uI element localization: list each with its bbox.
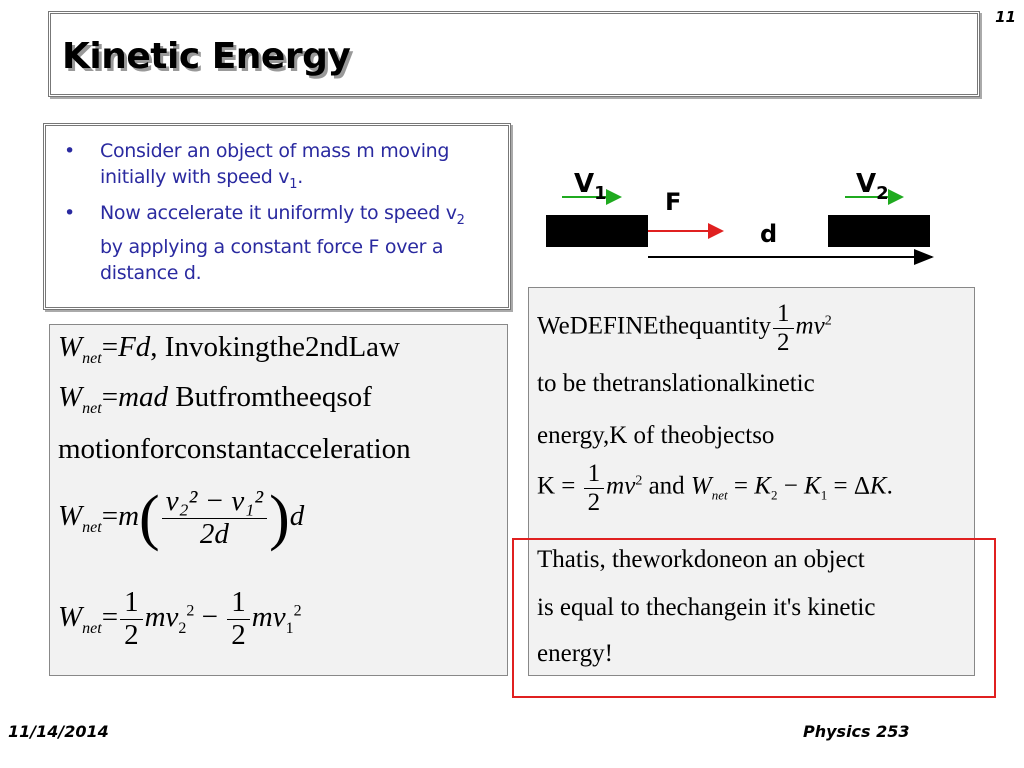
slide-title: Kinetic Energy [62, 36, 351, 77]
bullet-dot-icon: • [64, 201, 75, 224]
highlight-box [512, 538, 996, 698]
footer-date: 11/14/2014 [8, 722, 109, 741]
eq-line-5: $W_{net}=$ $\frac{1}{2}$ $mv_2^2$ − $\frac{1}{2}$ $mv_1^2$ [58, 586, 302, 651]
bullet-item: • Now accelerate it uniformly to speed $v_2$ by applying a constant force F over a distance d. [64, 201, 465, 284]
definition-line-2: to be thetranslationalkinetic [537, 370, 815, 397]
bullet-list [60, 138, 490, 288]
definition-line-3: energy,K of theobjectso [537, 422, 775, 449]
v2-label: $V_2$ [856, 169, 889, 204]
definition-line-1: WeDEFINEthequantity $\frac{1}{2}$ $mv^2$ [537, 300, 832, 356]
definition-line-5: Thatis, theworkdoneon an object [537, 546, 865, 573]
eq-line-1: $W_{net}=Fd$, Invokingthe2ndLaw [58, 331, 400, 367]
bullet-dot-icon: • [64, 140, 75, 162]
footer-course: Physics 253 [803, 722, 910, 741]
force-label: F [665, 188, 682, 216]
definition-line-4: K = $\frac{1}{2}$ $mv^2$ and $W_{net} = K_2 - K_1 = \Delta K$. [537, 460, 893, 516]
velocity-fraction: $\frac{\text{v₂² − v₁²}}{2d}$ [162, 486, 267, 551]
definition-line-6: is equal to thechangein it's kinetic [537, 594, 876, 621]
eq-line-2: $W_{net}=mad$ Butfromtheeqsof [58, 381, 372, 417]
definition-line-7: energy! [537, 640, 613, 667]
bullet-item: • Consider an object of mass m moving initially with speed $v_1$. [64, 140, 450, 192]
slide-number: 11 [995, 8, 1016, 26]
block-initial [546, 215, 648, 247]
eq-line-3: motionforconstantacceleration [58, 433, 411, 465]
motion-diagram [540, 160, 940, 270]
distance-label: d [760, 220, 778, 248]
block-final [828, 215, 930, 247]
work-derivation-box [49, 324, 508, 676]
eq-line-4: $W_{net}=m$( $\frac{\text{v₂² − v₁²}}{2d}$ )d [58, 484, 305, 552]
v1-label: $V_1$ [574, 169, 607, 204]
